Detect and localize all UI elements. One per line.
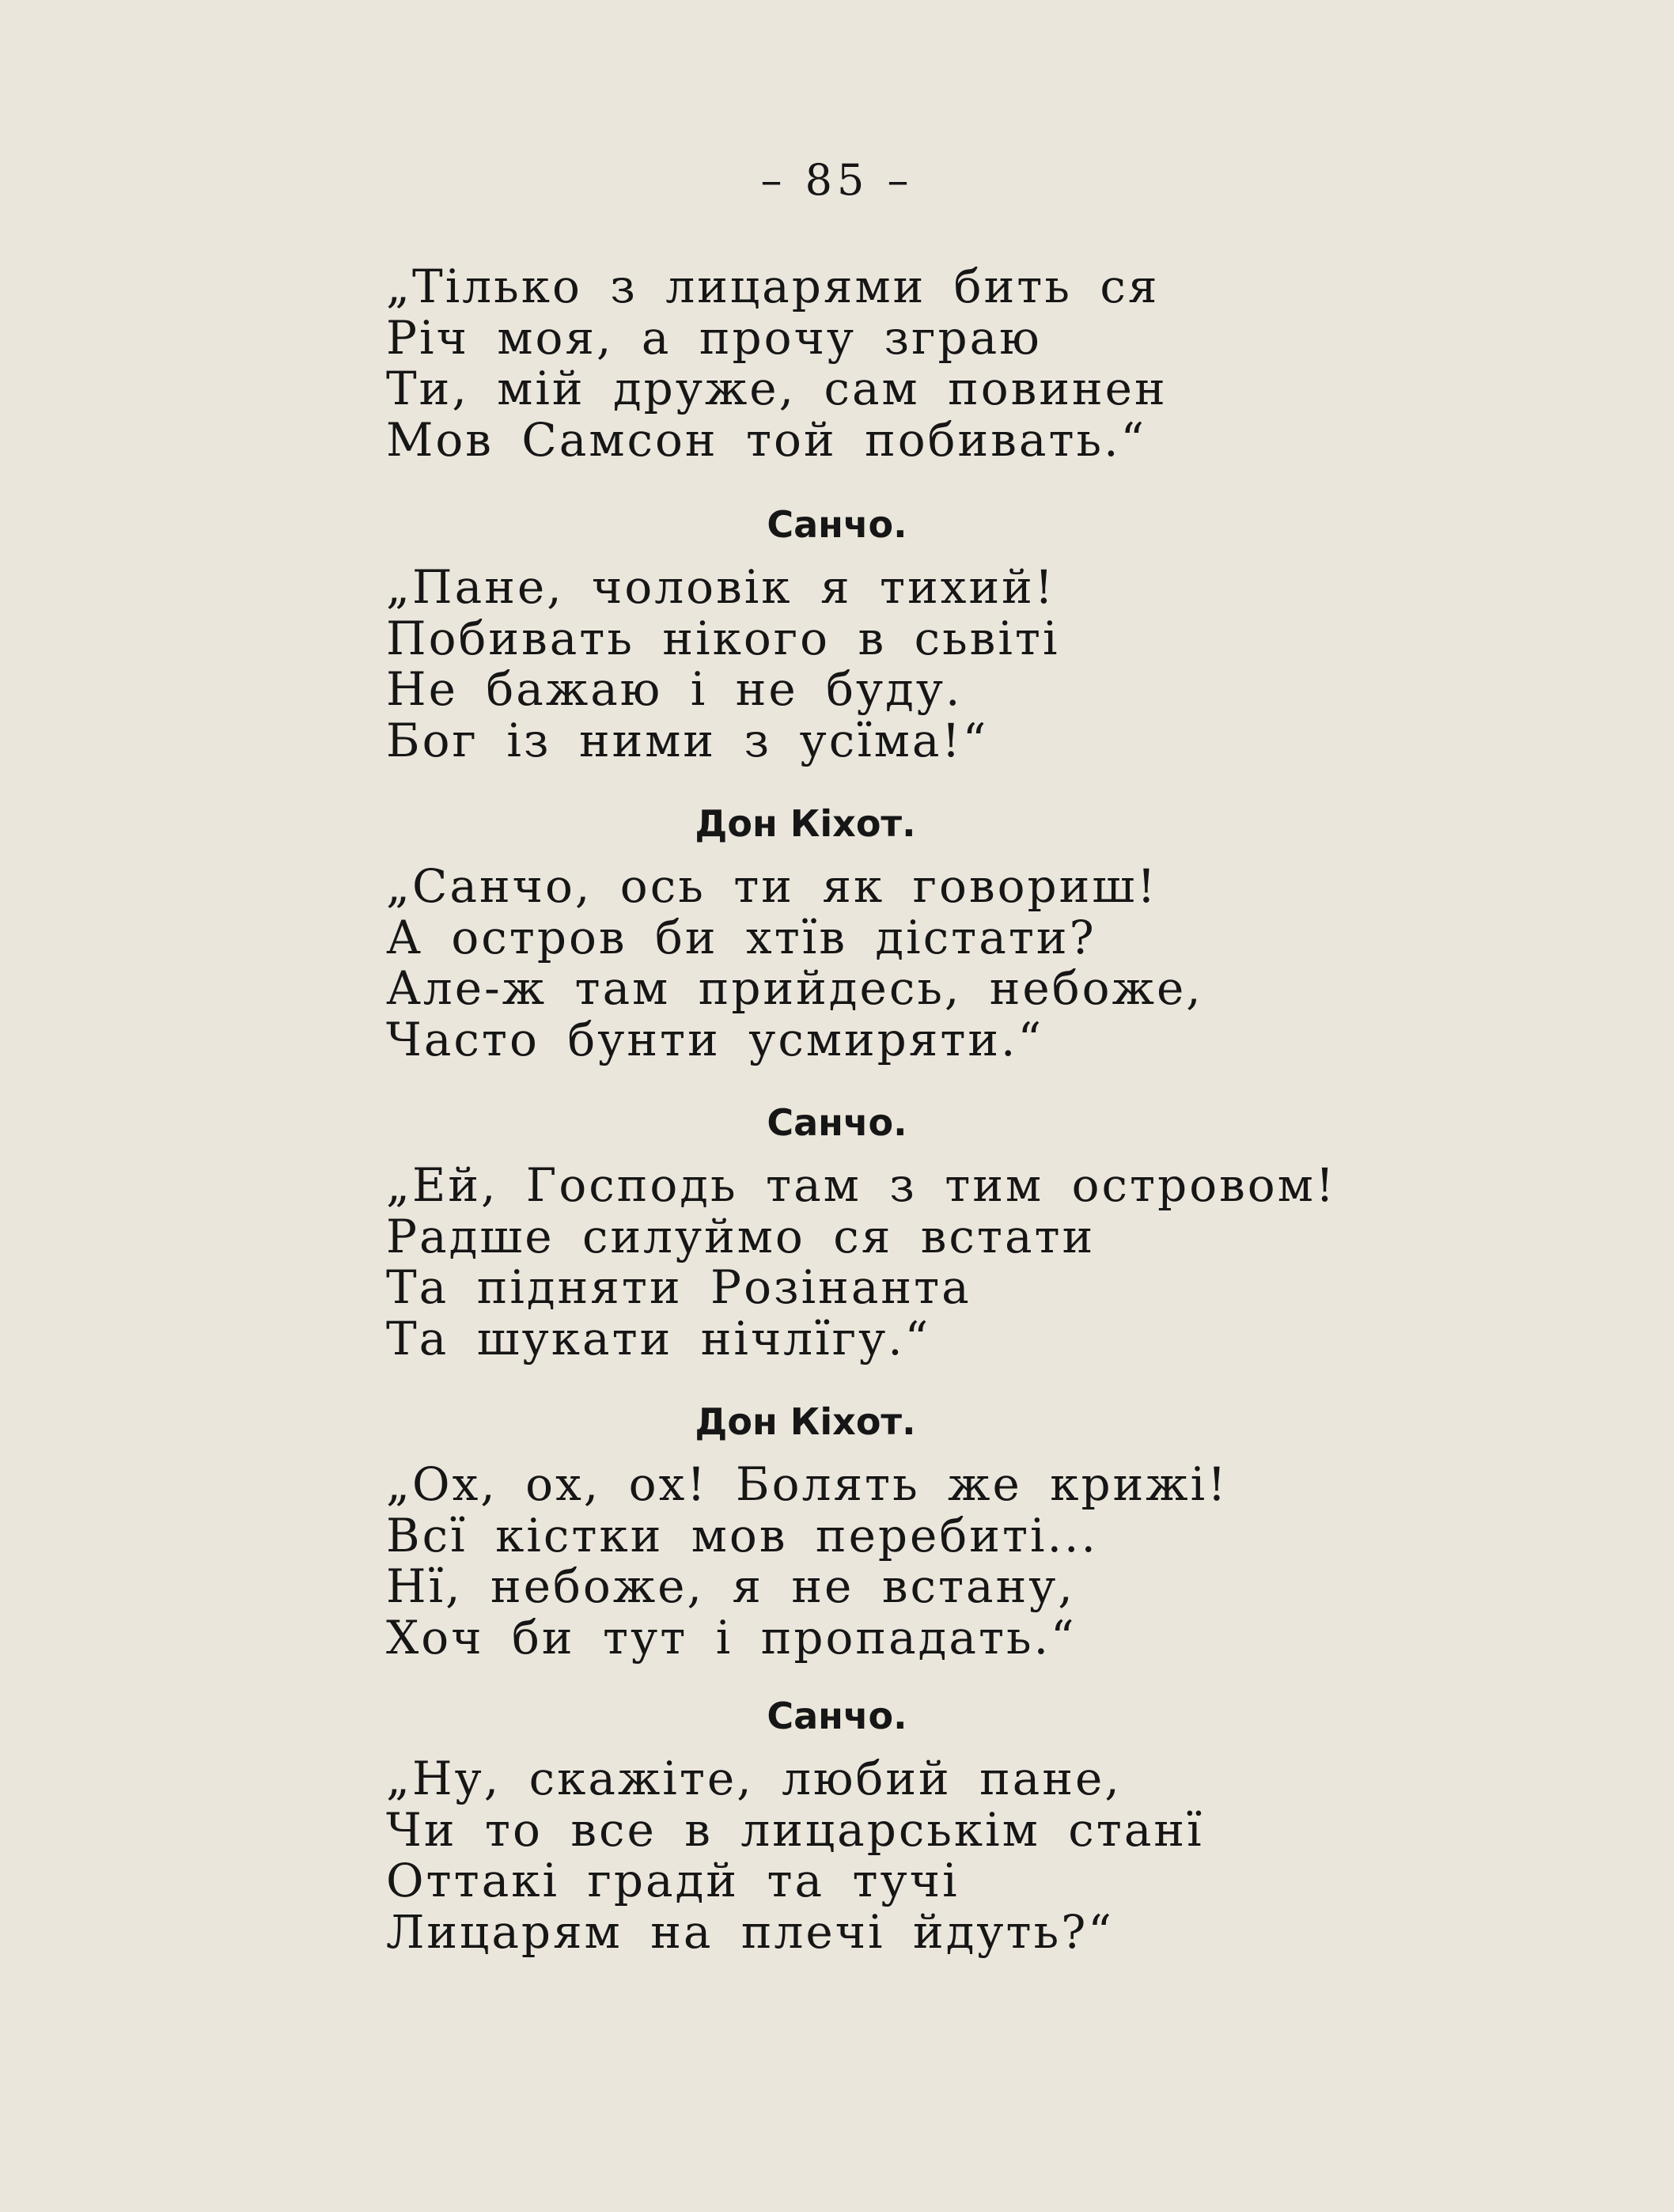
verse-line: Ти, мій друже, сам повинен — [386, 362, 1168, 415]
verse-line: Лицарям на плечі йдуть?“ — [386, 1904, 1114, 1959]
verse-line: „Тілько з лицарями бить ся — [386, 259, 1160, 313]
stanza — [386, 562, 1674, 766]
verse-line: Чи то все в лицарськім станї — [386, 1802, 1204, 1857]
dialogue-don-quixote-2 — [0, 1399, 1674, 1663]
verse-line: „Ей, Господь там з тим островом! — [386, 1158, 1337, 1212]
speaker-name: Санчо. — [767, 1695, 907, 1737]
speaker-name: Дон Кіхот. — [695, 1400, 916, 1443]
verse-line: „Ох, ох, ох! Болять же крижі! — [386, 1457, 1229, 1511]
stanza — [386, 1459, 1674, 1663]
verse-line: Та шукати нічлїгу.“ — [386, 1311, 931, 1365]
speaker-name: Санчо. — [767, 503, 907, 546]
verse-line: Хоч би тут і пропадать.“ — [386, 1610, 1077, 1665]
verse-line: Не бажаю і не буду. — [386, 662, 963, 716]
verse-line: Але-ж там прийдесь, небоже, — [386, 961, 1203, 1015]
verse-line: Всї кістки мов перебиті... — [386, 1508, 1098, 1562]
dialogue-sancho-3 — [0, 1693, 1674, 1957]
verse-line: Радше силуймо ся встати — [386, 1209, 1096, 1263]
stanza — [386, 861, 1674, 1065]
verse-line: Нї, небоже, я не встану, — [386, 1559, 1075, 1613]
verse-line: Оттакі градй та тучі — [386, 1854, 960, 1907]
verse-line: „Санчо, ось ти як говориш! — [386, 859, 1158, 913]
verse-line: Побивать нікого в сьвіті — [386, 611, 1060, 665]
verse-line: „Ну, скажіте, любий пане, — [386, 1752, 1122, 1805]
dialogue-sancho-1 — [0, 502, 1674, 766]
speaker-name: Санчо. — [767, 1101, 907, 1144]
dialogue-sancho-2 — [0, 1100, 1674, 1364]
opening-stanza — [0, 261, 1674, 465]
speaker-name: Дон Кіхот. — [695, 802, 916, 845]
verse-line: Річ моя, а прочу зграю — [386, 310, 1042, 365]
stanza — [386, 1753, 1674, 1957]
page-number: – 85 – — [760, 155, 914, 205]
verse-line: Мов Самсон той побивать.“ — [386, 412, 1147, 467]
verse-line: Та підняти Розінанта — [386, 1260, 971, 1314]
dialogue-don-quixote-1 — [0, 801, 1674, 1065]
stanza — [386, 1160, 1674, 1364]
verse-line: Бог із ними з усїма!“ — [386, 713, 989, 767]
stanza — [386, 261, 1674, 465]
verse-line: Часто бунти усмиряти.“ — [386, 1012, 1044, 1066]
verse-line: „Пане, чоловік я тихий! — [386, 560, 1056, 614]
verse-line: А остров би хтїв дістати? — [386, 910, 1096, 964]
